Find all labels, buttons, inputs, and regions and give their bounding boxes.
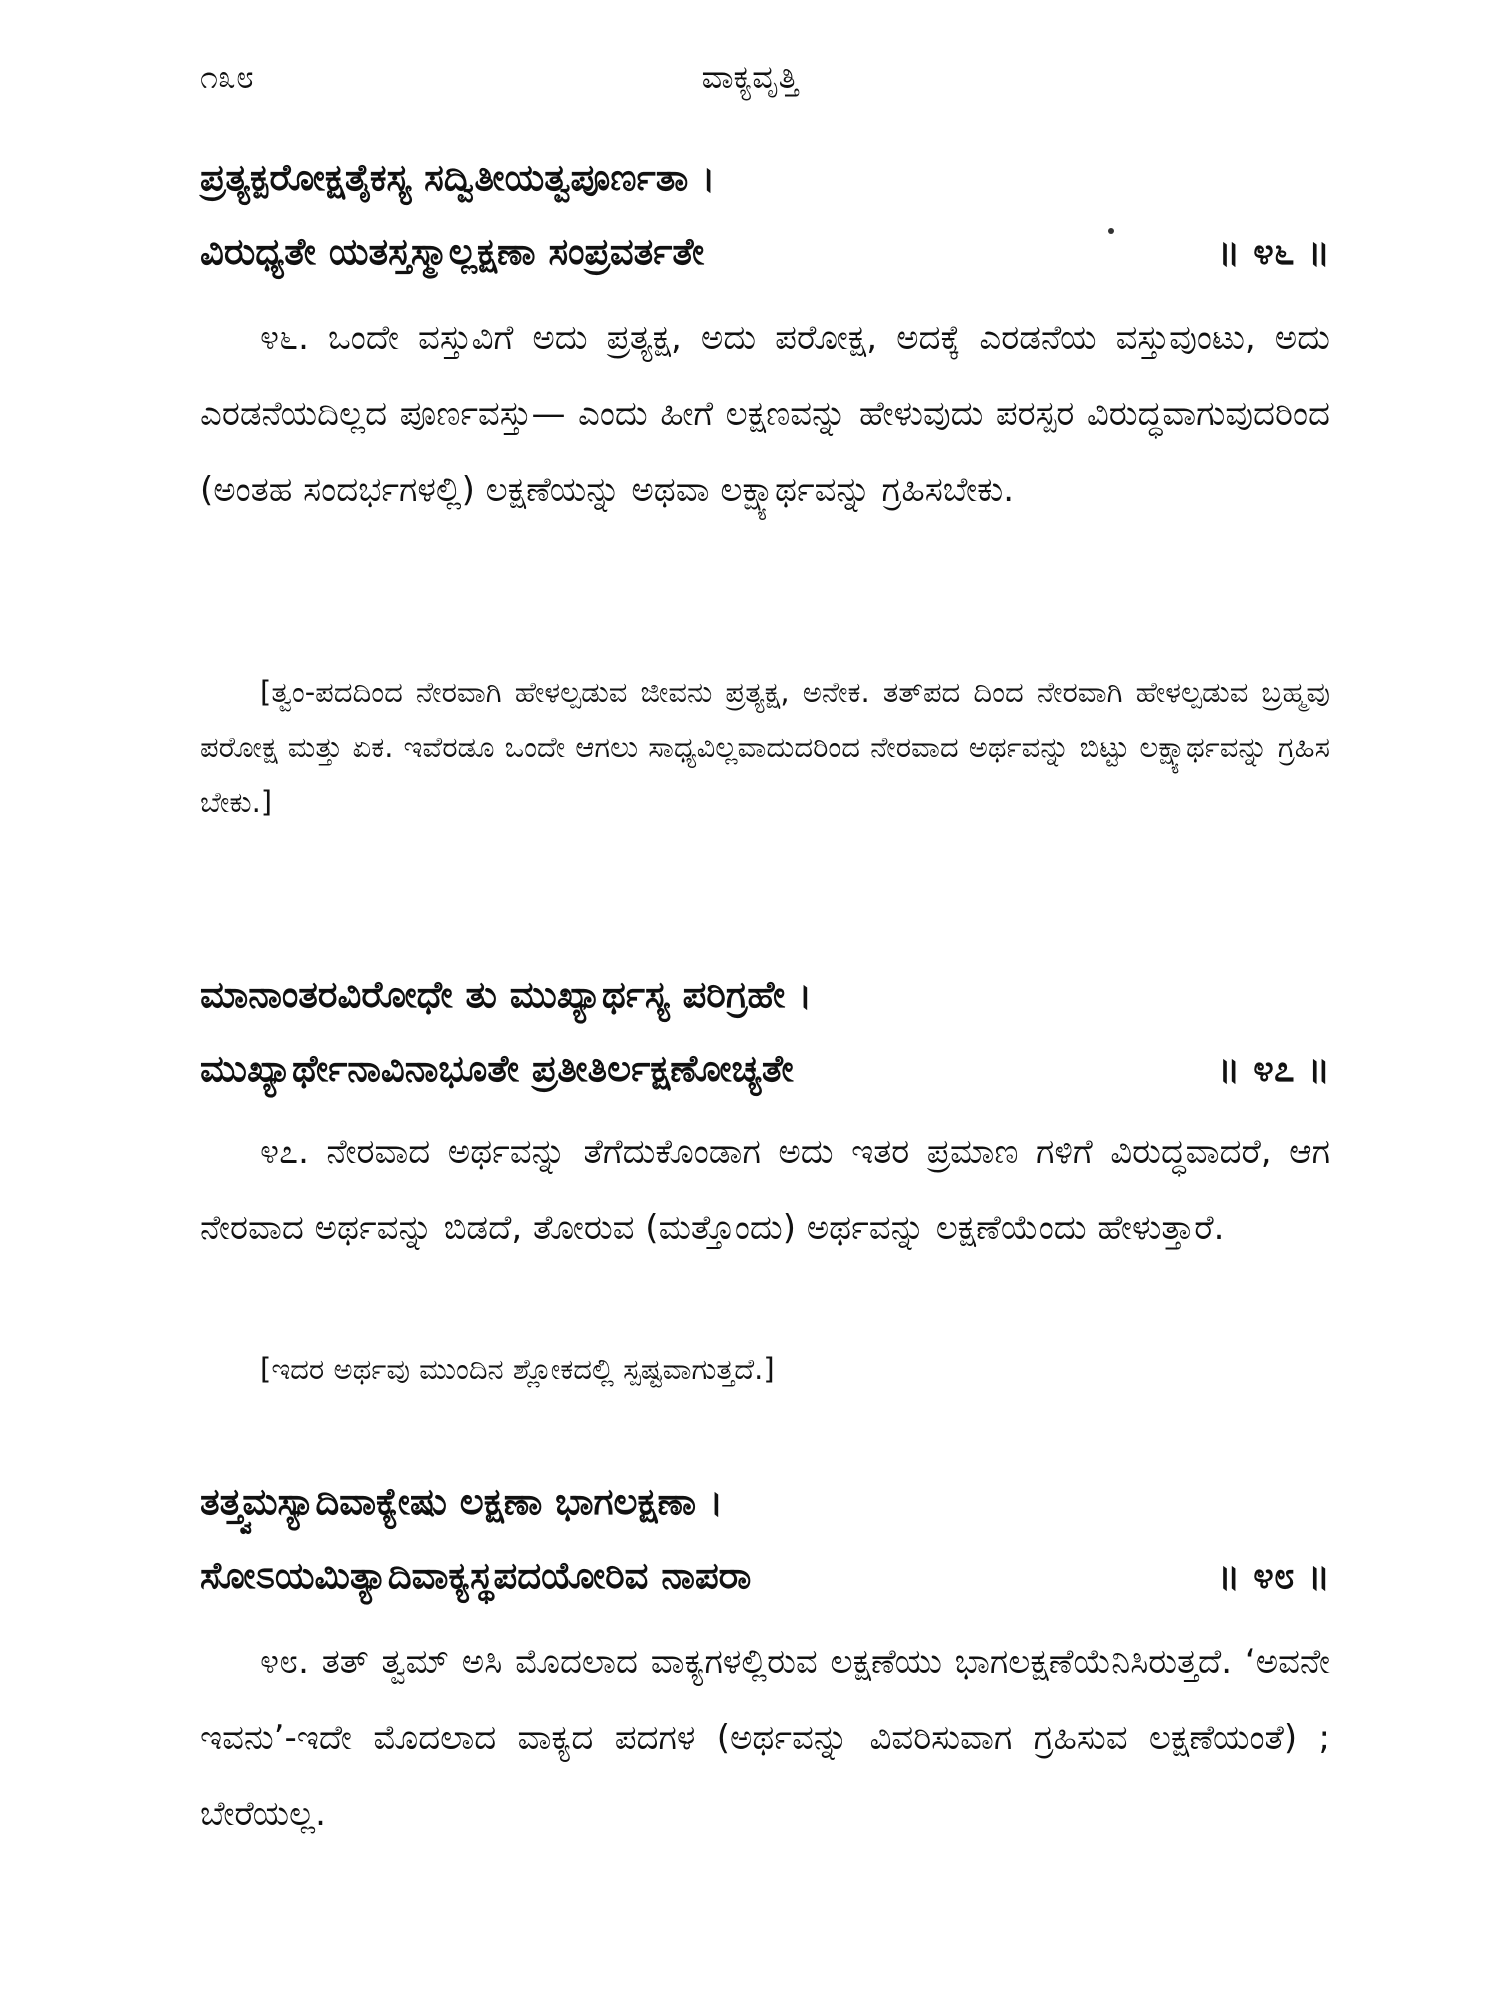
verse-number: ॥ ೪೬ ॥ xyxy=(1217,230,1330,273)
commentary-note: [ತ್ವಂ-ಪದದಿಂದ ನೇರವಾಗಿ ಹೇಳಲ್ಪಡುವ ಜೀವನು ಪ್ರತ್ಯಕ್ಷ, ಅನೇಕ. ತತ್‌ಪದ ದಿಂದ ನೇರವಾಗಿ ಹೇಳಲ್ಪಡುವ ಬ್ರಹ್ಮವು ಪರೋಕ್ಷ ಮತ್ತು ಏಕ. ಇವೆರಡೂ ಒಂದೇ ಆಗಲು ಸಾಧ್ಯವಿಲ್ಲವಾದುದರಿಂದ ನೇರವಾದ ಅರ್ಥವನ್ನು ಬಿಟ್ಟು ಲಕ್ಷ್ಯಾರ್ಥವನ್ನು ಗ್ರಹಿಸ ಬೇಕು.] xyxy=(200,675,1330,819)
verse-line xyxy=(200,222,1330,282)
print-speck xyxy=(1108,228,1114,234)
verse-text: ತತ್ತ್ವಮಸ್ಯಾದಿವಾಕ್ಯೇಷು ಲಕ್ಷಣಾ ಭಾಗಲಕ್ಷಣಾ । xyxy=(200,1480,724,1523)
translation-48 xyxy=(200,1624,1330,1852)
verse-text: ಮಾನಾಂತರವಿರೋಧೇ ತು ಮುಖ್ಯಾರ್ಥಸ್ಯ ಪರಿಗ್ರಹೇ । xyxy=(200,973,813,1016)
translation-paragraph: ೪೮. ತತ್ ತ್ವಮ್ ಅಸಿ ಮೊದಲಾದ ವಾಕ್ಯಗಳಲ್ಲಿರುವ ಲಕ್ಷಣೆಯು ಭಾಗಲಕ್ಷಣೆಯೆನಿಸಿರುತ್ತದೆ. ‘ಅವನೇ ಇವನು’-ಇದೇ ಮೊದಲಾದ ವಾಕ್ಯದ ಪದಗಳ (ಅರ್ಥವನ್ನು ವಿವರಿಸುವಾಗ ಗ್ರಹಿಸುವ ಲಕ್ಷಣೆಯಂತೆ) ; ಬೇರೆಯಲ್ಲ. xyxy=(200,1642,1330,1834)
verse-line xyxy=(200,1472,1330,1532)
verse-line xyxy=(200,1039,1330,1099)
verse-line xyxy=(200,1546,1330,1606)
verse-number: ॥ ೪೮ ॥ xyxy=(1217,1554,1330,1597)
translation-46 xyxy=(200,300,1330,528)
translation-paragraph: ೪೬. ಒಂದೇ ವಸ್ತುವಿಗೆ ಅದು ಪ್ರತ್ಯಕ್ಷ, ಅದು ಪರೋಕ್ಷ, ಅದಕ್ಕೆ ಎರಡನೆಯ ವಸ್ತುವುಂಟು, ಅದು ಎರಡನೆಯದಿಲ್ಲದ ಪೂರ್ಣವಸ್ತು— ಎಂದು ಹೀಗೆ ಲಕ್ಷಣವನ್ನು ಹೇಳುವುದು ಪರಸ್ಪರ ವಿರುದ್ಧವಾಗುವುದರಿಂದ (ಅಂತಹ ಸಂದರ್ಭಗಳಲ್ಲಿ) ಲಕ್ಷಣೆಯನ್ನು ಅಥವಾ ಲಕ್ಷ್ಯಾರ್ಥವನ್ನು ಗ್ರಹಿಸಬೇಕು. xyxy=(200,318,1330,510)
verse-text: ಮುಖ್ಯಾರ್ಥೇನಾವಿನಾಭೂತೇ ಪ್ರತೀತಿರ್ಲಕ್ಷಣೋಚ್ಯತೇ xyxy=(200,1047,794,1090)
note-47 xyxy=(200,1342,1330,1397)
verse-block-46 xyxy=(200,148,1330,282)
page-header xyxy=(0,58,1500,118)
verse-text: ಸೋಽಯಮಿತ್ಯಾದಿವಾಕ್ಯಸ್ಥಪದಯೋರಿವ ನಾಪರಾ xyxy=(200,1554,752,1597)
commentary-note: [ಇದರ ಅರ್ಥವು ಮುಂದಿನ ಶ್ಲೋಕದಲ್ಲಿ ಸ್ಪಷ್ಟವಾಗುತ್ತದೆ.] xyxy=(260,1352,775,1386)
translation-47 xyxy=(200,1114,1330,1266)
verse-text: ಪ್ರತ್ಯಕ್ಪರೋಕ್ಷತೈಕಸ್ಯ ಸದ್ವಿತೀಯತ್ವಪೂರ್ಣತಾ । xyxy=(200,156,716,199)
verse-line xyxy=(200,148,1330,208)
verse-line xyxy=(200,965,1330,1025)
verse-block-48 xyxy=(200,1472,1330,1606)
verse-text: ವಿರುಧ್ಯತೇ ಯತಸ್ತಸ್ಮಾಲ್ಲಕ್ಷಣಾ ಸಂಪ್ರವರ್ತತೇ xyxy=(200,230,705,273)
verse-block-47 xyxy=(200,965,1330,1099)
verse-number: ॥ ೪೭ ॥ xyxy=(1217,1047,1330,1090)
note-46 xyxy=(200,665,1330,830)
page-number: ೧೩೮ xyxy=(200,58,254,96)
running-title: ವಾಕ್ಯವೃತ್ತಿ xyxy=(701,58,799,96)
translation-paragraph: ೪೭. ನೇರವಾದ ಅರ್ಥವನ್ನು ತೆಗೆದುಕೊಂಡಾಗ ಅದು ಇತರ ಪ್ರಮಾಣ ಗಳಿಗೆ ವಿರುದ್ಧವಾದರೆ, ಆಗ ನೇರವಾದ ಅರ್ಥವನ್ನು ಬಿಡದೆ, ತೋರುವ (ಮತ್ತೊಂದು) ಅರ್ಥವನ್ನು ಲಕ್ಷಣೆಯೆಂದು ಹೇಳುತ್ತಾರೆ. xyxy=(200,1132,1330,1248)
